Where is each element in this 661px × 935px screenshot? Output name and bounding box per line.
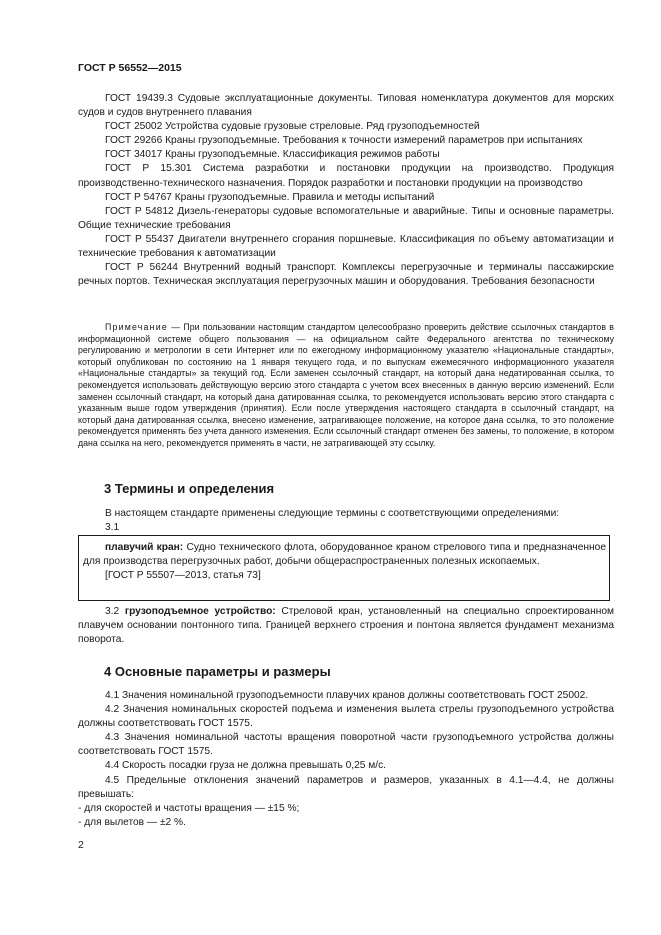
reference-item: ГОСТ Р 55437 Двигатели внутреннего сгорания поршневые. Классификация по объему автоматизации и технические требования к автоматизации bbox=[78, 233, 614, 260]
term-1-definition-box bbox=[78, 535, 610, 601]
reference-item: ГОСТ Р 54812 Дизель-генераторы судовые вспомогательные и аварийные. Типы и основные параметры. Общие технические требования bbox=[78, 205, 614, 231]
section-4-body bbox=[78, 689, 614, 830]
reference-item: ГОСТ 29266 Краны грузоподъемные. Требования к точности измерений параметров при испытаниях bbox=[105, 135, 583, 147]
term-2-text: Стреловой кран, установленный на специально спроектированном плавучем основании понтонного типа. Границей верхнего строения и понтона является фундамент механизма поворота. bbox=[78, 606, 614, 646]
list-item-reach-tolerance: - для вылетов — ±2 %. bbox=[78, 816, 186, 828]
normative-references-list bbox=[78, 92, 614, 289]
term-2-number: 3.2 bbox=[105, 606, 120, 617]
term-2-name: грузоподъемное устройство: bbox=[124, 606, 276, 617]
reference-item: ГОСТ 34017 Краны грузоподъемные. Классификация режимов работы bbox=[105, 149, 440, 161]
clause-4-2: 4.2 Значения номинальных скоростей подъема и изменения вылета стрелы грузоподъемного устройства должны соответствовать ГОСТ 1575. bbox=[78, 704, 614, 730]
reference-item: ГОСТ Р 56244 Внутренний водный транспорт. Комплексы перегрузочные и терминалы пассажирские речных портов. Техническая эксплуатация перегрузочных машин и оборудования. Требования безопасности bbox=[78, 262, 614, 288]
reference-item: ГОСТ Р 15.301 Система разработки и постановки продукции на производство. Продукция производственно-технического назначения. Порядок разработки и постановки продукции на производство bbox=[78, 163, 614, 189]
term-1-number: 3.1 bbox=[105, 522, 120, 534]
term-1-source: [ГОСТ Р 55507—2013, статья 73] bbox=[105, 570, 261, 582]
page-number: 2 bbox=[78, 839, 84, 851]
note-text: — При пользовании настоящим стандартом целесообразно проверить действие ссылочных стандартов в информационной системе общего пользования — на официальном сайте Федерального агентства по техническому регулированию и метрологии в сети Интернет или по ежегодному информационному указателю «Национальные стандарты», который опубликован по состоянию на 1 января текущего года, и по выпускам ежемесячного информационного указателя «Национальные стандарты» за текущий год. Если заменен ссылочный стандарт, на который дана недатированная ссылка, то рекомендуется использовать действующую версию этого стандарта с учетом всех внесенных в данную версию изменений. Если заменен ссылочный стандарт, на который дана датированная ссылка, то рекомендуется использовать версию этого стандарта с указанным выше годом утверждения (принятия). Если после утверждения настоящего стандарта в ссылочный стандарт, на который дана датированная ссылка, внесено изменение, затрагивающее положение, на которое дана ссылка, то это положение рекомендуется применять без учета данного изменения. Если ссылочный стандарт отменен без замены, то положение, в котором дана ссылка на него, рекомендуется применять в части, не затрагивающей эту ссылку. bbox=[78, 322, 614, 448]
term-1-definition bbox=[83, 541, 606, 569]
references-note bbox=[78, 322, 614, 450]
clause-4-1: 4.1 Значения номинальной грузоподъемности плавучих кранов должны соответствовать ГОСТ 25002. bbox=[105, 690, 589, 701]
reference-item: ГОСТ Р 54767 Краны грузоподъемные. Правила и методы испытаний bbox=[105, 191, 435, 203]
section-3-heading: 3 Термины и определения bbox=[104, 481, 275, 496]
note-label: Примечание bbox=[105, 322, 168, 332]
section-4-heading: 4 Основные параметры и размеры bbox=[104, 664, 331, 679]
term-2-block bbox=[78, 605, 614, 647]
term-1-name: плавучий кран: bbox=[105, 542, 184, 553]
reference-item: ГОСТ 25002 Устройства судовые грузовые стреловые. Ряд грузоподъемностей bbox=[105, 121, 480, 133]
section-3-intro-text: В настоящем стандарте применены следующие термины с соответствующими определениями: bbox=[105, 508, 560, 519]
list-item-speed-tolerance: - для скоростей и частоты вращения — ±15 %; bbox=[78, 802, 300, 814]
clause-4-3: 4.3 Значения номинальной частоты вращения поворотной части грузоподъемного устройства должны соответствовать ГОСТ 1575. bbox=[78, 732, 614, 758]
section-3-intro bbox=[78, 507, 614, 535]
term-1-text: Судно технического флота, оборудованное краном стрелового типа и предназначенное для производства перегрузочных работ, добычи общераспространенных полезных ископаемых. bbox=[83, 542, 606, 568]
clause-4-4: 4.4 Скорость посадки груза не должна превышать 0,25 м/с. bbox=[105, 760, 387, 772]
reference-item: ГОСТ 19439.3 Судовые эксплуатационные документы. Типовая номенклатура документов для морских судов и судов внутреннего плавания bbox=[78, 93, 614, 119]
term-2-definition bbox=[78, 605, 614, 647]
document-header: ГОСТ Р 56552—2015 bbox=[78, 62, 182, 74]
clause-4-5: 4.5 Предельные отклонения значений параметров и размеров, указанных в 4.1—4.4, не должны превышать: bbox=[78, 774, 614, 800]
